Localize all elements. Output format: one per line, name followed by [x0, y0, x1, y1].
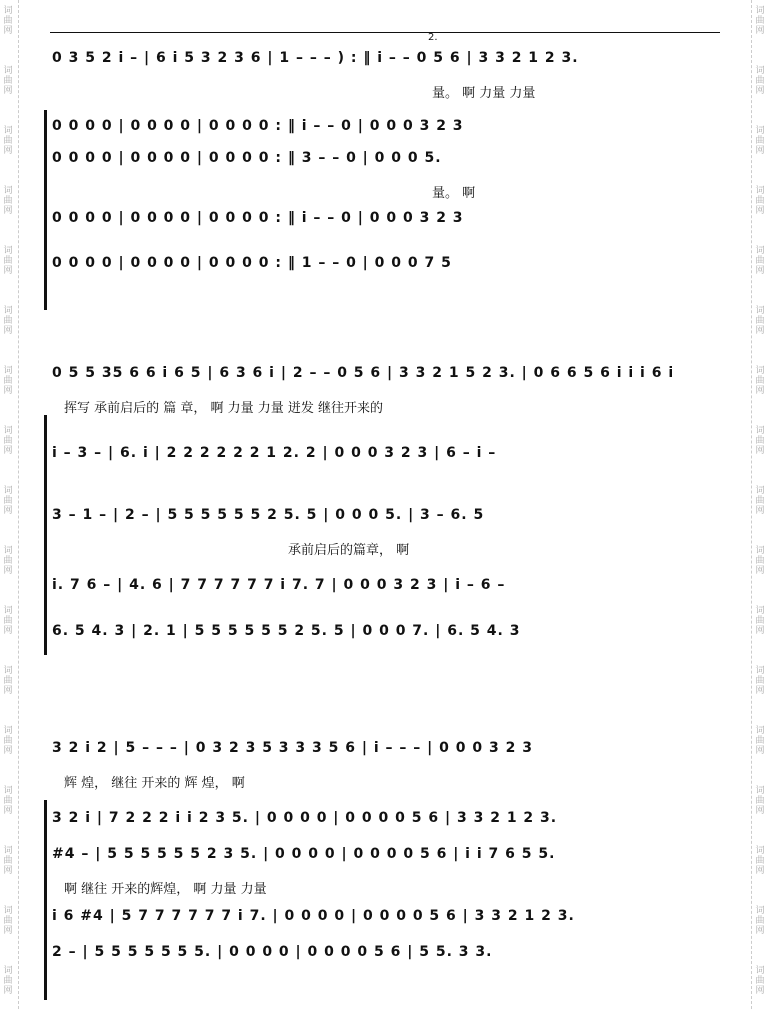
- watermark-text: 词 曲 网: [755, 726, 765, 756]
- staff-line: [52, 507, 718, 558]
- watermark-text: 词 曲 网: [755, 906, 765, 936]
- staff-line: [52, 944, 718, 976]
- watermark-text: 词 曲 网: [3, 246, 13, 276]
- notation: 0 0 0 0 | 0 0 0 0 | 0 0 0 0 : ‖ 1 – – 0 | 0 0 0 7 5: [52, 255, 452, 271]
- notation: 0 5 5 35 6 6 i 6 5 | 6 3 6 i | 2 – – 0 5 6 | 3 3 2 1 5 2 3. | 0 6 6 5 6 i i i 6 i: [52, 365, 675, 381]
- staff-line: [52, 255, 718, 287]
- notation: i 6 #4 | 5 7 7 7 7 7 7 i 7. | 0 0 0 0 | 0 0 0 0 5 6 | 3 3 2 1 2 3.: [52, 908, 575, 924]
- staff-line: [52, 846, 718, 897]
- watermark-text: 词 曲 网: [755, 186, 765, 216]
- watermark-text: 词 曲 网: [3, 66, 13, 96]
- watermark-text: 词 曲 网: [755, 126, 765, 156]
- watermark-text: 词 曲 网: [3, 546, 13, 576]
- notation: 0 0 0 0 | 0 0 0 0 | 0 0 0 0 : ‖ i – – 0 | 0 0 0 3 2 3: [52, 210, 464, 226]
- system-top-rule: [50, 32, 720, 33]
- staff-line: [52, 445, 718, 477]
- watermark-text: 词 曲 网: [3, 666, 13, 696]
- notation: 6. 5 4. 3 | 2. 1 | 5 5 5 5 5 5 2 5. 5 | 0 0 0 7. | 6. 5 4. 3: [52, 623, 521, 639]
- notation: 0 3 5 2 i – | 6 i 5 3 2 3 6 | 1 – – – ) : ‖ i – – 0 5 6 | 3 3 2 1 2 3.: [52, 50, 579, 66]
- lyric: 挥写 承前启后的 篇 章， 啊 力量 力量 迸发 继往开来的: [64, 401, 384, 416]
- notation: 3 – 1 – | 2 – | 5 5 5 5 5 5 2 5. 5 | 0 0 0 5. | 3 – 6. 5: [52, 507, 485, 523]
- watermark-text: 词 曲 网: [755, 966, 765, 996]
- notation: i – 3 – | 6. i | 2 2 2 2 2 2 1 2. 2 | 0 0 0 3 2 3 | 6 – i –: [52, 445, 497, 461]
- watermark-text: 词 曲 网: [755, 306, 765, 336]
- staff-line: [52, 740, 718, 791]
- watermark-text: 词 曲 网: [755, 6, 765, 36]
- watermark-text: 词 曲 网: [755, 486, 765, 516]
- staff-line: [52, 623, 718, 655]
- system-brace: [44, 415, 47, 655]
- staff-line: [52, 908, 718, 940]
- lyric: 啊 继往 开来的辉煌， 啊 力量 力量: [64, 882, 267, 897]
- watermark-text: 词 曲 网: [3, 486, 13, 516]
- watermark-text: 词 曲 网: [3, 366, 13, 396]
- staff-line: [52, 577, 718, 609]
- notation: 0 0 0 0 | 0 0 0 0 | 0 0 0 0 : ‖ i – – 0 | 0 0 0 3 2 3: [52, 118, 464, 134]
- watermark-text: 词 曲 网: [3, 726, 13, 756]
- staff-line: [52, 210, 718, 242]
- watermark-right: [751, 0, 770, 1009]
- watermark-text: 词 曲 网: [3, 306, 13, 336]
- watermark-text: 词 曲 网: [3, 846, 13, 876]
- system-brace: [44, 110, 47, 310]
- notation: i. 7 6 – | 4. 6 | 7 7 7 7 7 7 i 7. 7 | 0 0 0 3 2 3 | i – 6 –: [52, 577, 506, 593]
- watermark-text: 词 曲 网: [755, 246, 765, 276]
- notation: #4 – | 5 5 5 5 5 5 2 3 5. | 0 0 0 0 | 0 0 0 0 5 6 | i i 7 6 5 5.: [52, 846, 556, 862]
- watermark-text: 词 曲 网: [3, 606, 13, 636]
- watermark-text: 词 曲 网: [3, 186, 13, 216]
- staff-line: [52, 810, 718, 842]
- watermark-text: 词 曲 网: [755, 846, 765, 876]
- watermark-text: 词 曲 网: [755, 546, 765, 576]
- staff-line: [52, 118, 718, 150]
- notation: 3 2 i | 7 2 2 2 i i 2 3 5. | 0 0 0 0 | 0 0 0 0 5 6 | 3 3 2 1 2 3.: [52, 810, 558, 826]
- watermark-text: 词 曲 网: [755, 426, 765, 456]
- staff-line: [52, 150, 718, 201]
- staff-line: [52, 50, 718, 101]
- staff-line: [52, 365, 718, 416]
- ending-mark: 2.: [428, 32, 438, 43]
- watermark-text: 词 曲 网: [3, 126, 13, 156]
- lyric: 量。 啊 力量 力量: [432, 86, 536, 101]
- watermark-text: 词 曲 网: [755, 66, 765, 96]
- watermark-text: 词 曲 网: [3, 966, 13, 996]
- lyric: 量。 啊: [432, 186, 476, 201]
- watermark-text: 词 曲 网: [755, 786, 765, 816]
- watermark-text: 词 曲 网: [3, 6, 13, 36]
- watermark-text: 词 曲 网: [3, 786, 13, 816]
- system-brace: [44, 800, 47, 1000]
- watermark-text: 词 曲 网: [755, 666, 765, 696]
- watermark-left: [0, 0, 19, 1009]
- notation: 2 – | 5 5 5 5 5 5 5. | 0 0 0 0 | 0 0 0 0 5 6 | 5 5. 3 3.: [52, 944, 493, 960]
- lyric: 承前启后的篇章， 啊: [288, 543, 410, 558]
- watermark-text: 词 曲 网: [755, 366, 765, 396]
- watermark-text: 词 曲 网: [3, 906, 13, 936]
- watermark-text: 词 曲 网: [755, 606, 765, 636]
- notation: 0 0 0 0 | 0 0 0 0 | 0 0 0 0 : ‖ 3 – – 0 | 0 0 0 5.: [52, 150, 442, 166]
- watermark-text: 词 曲 网: [3, 426, 13, 456]
- lyric: 辉 煌， 继往 开来的 辉 煌， 啊: [64, 776, 245, 791]
- notation: 3 2 i 2 | 5 – – – | 0 3 2 3 5 3 3 3 5 6 | i – – – | 0 0 0 3 2 3: [52, 740, 533, 756]
